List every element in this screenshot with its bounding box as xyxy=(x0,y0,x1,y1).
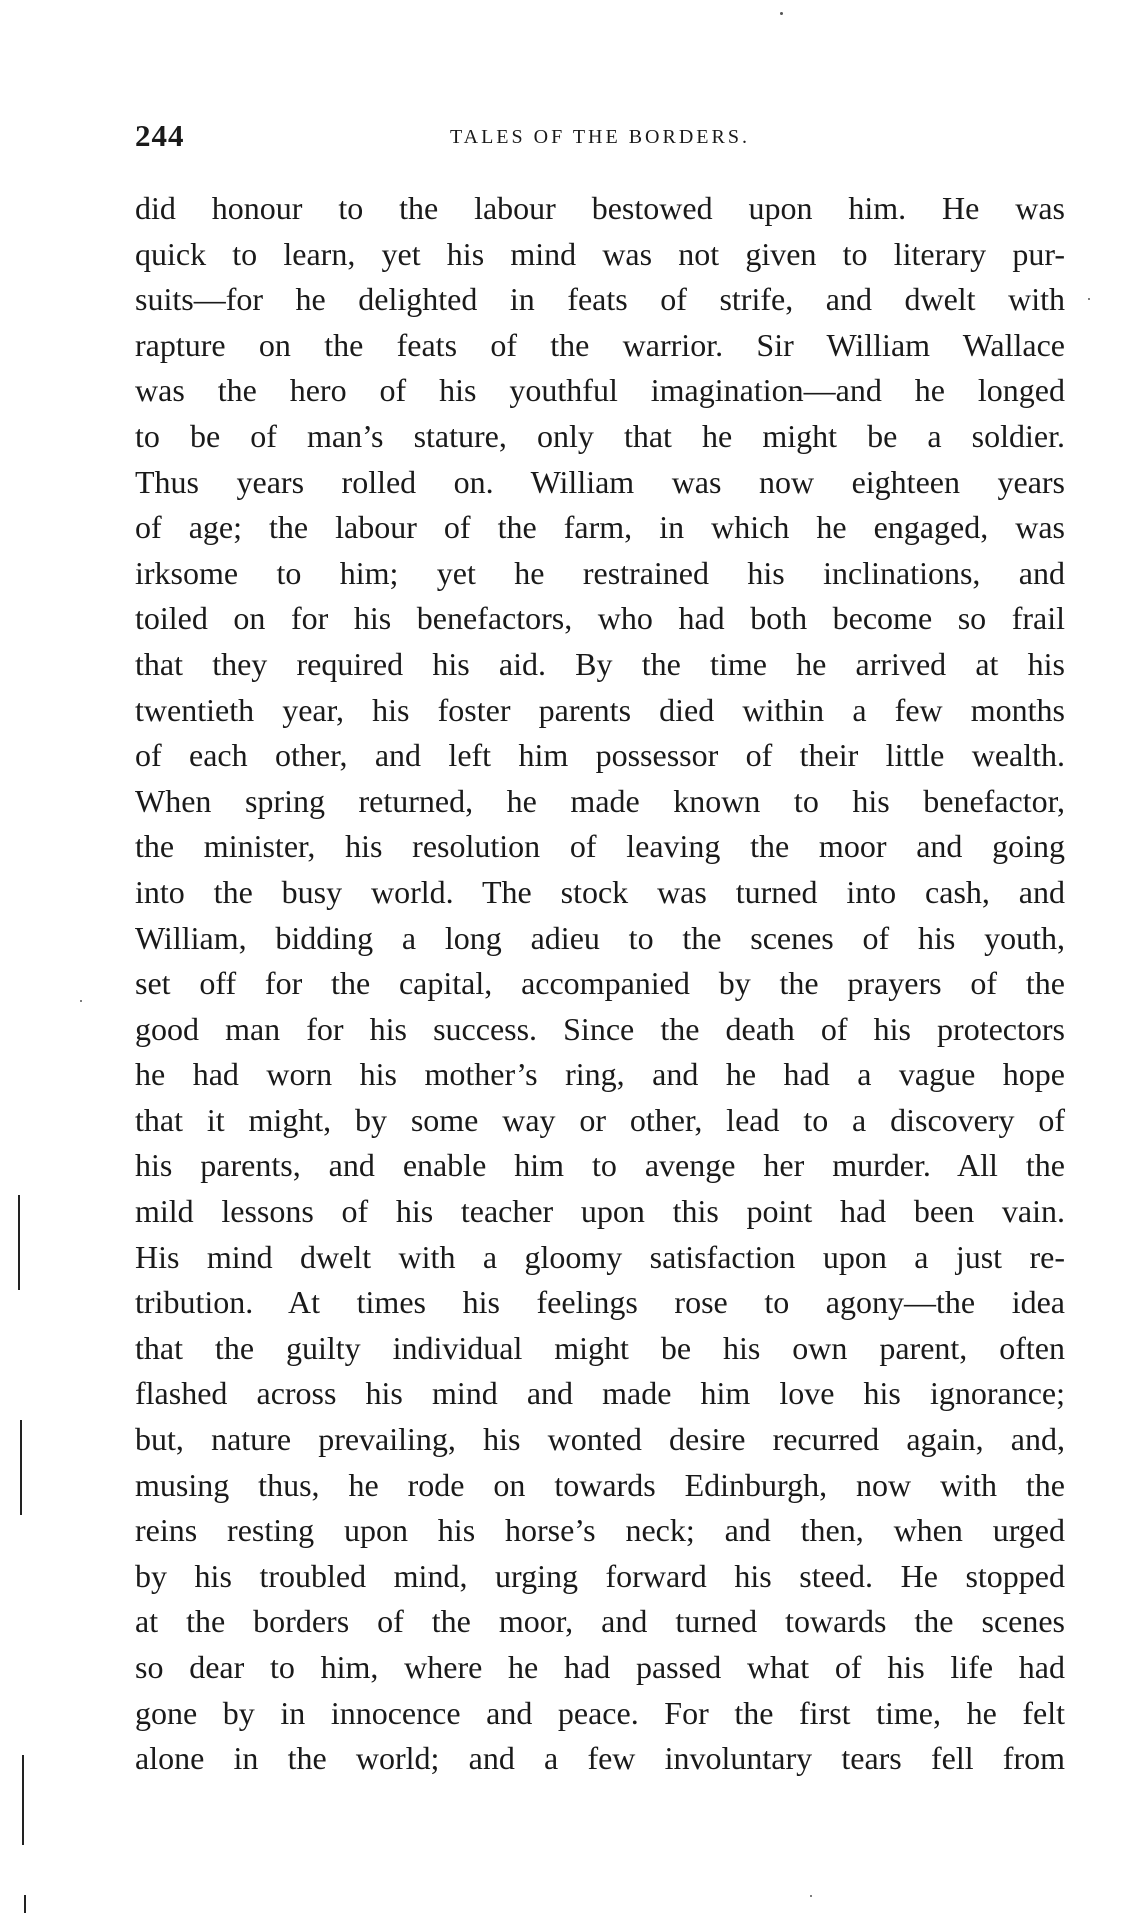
text-line: by his troubled mind, urging forward his steed. He stopped xyxy=(135,1557,1065,1594)
text-line: twentieth year, his foster parents died within a few months xyxy=(135,691,1065,728)
scan-gutter-mark xyxy=(24,1895,26,1913)
text-line: William, bidding a long adieu to the scenes of his youth, xyxy=(135,919,1065,956)
text-line: of each other, and left him possessor of their little wealth. xyxy=(135,737,1065,774)
text-line: irksome to him; yet he restrained his inclinations, and xyxy=(135,554,1065,591)
text-line: the minister, his resolution of leaving the moor and going xyxy=(135,828,1065,865)
text-line: reins resting upon his horse’s neck; and then, when urged xyxy=(135,1512,1065,1549)
text-line: Thus years rolled on. William was now eighteen years xyxy=(135,463,1065,500)
scan-speck xyxy=(810,1895,812,1897)
text-line: did honour to the labour bestowed upon him. He was xyxy=(135,190,1065,226)
text-line: that it might, by some way or other, lead to a discovery of xyxy=(135,1101,1065,1138)
text-line: musing thus, he rode on towards Edinburgh, now with the xyxy=(135,1466,1065,1503)
text-line: but, nature prevailing, his wonted desire recurred again, and, xyxy=(135,1421,1065,1458)
text-line: mild lessons of his teacher upon this point had been vain. xyxy=(135,1193,1065,1230)
text-line: his parents, and enable him to avenge her murder. All the xyxy=(135,1147,1065,1184)
text-line: alone in the world; and a few involuntary tears fell from xyxy=(135,1740,1065,1777)
scan-speck xyxy=(1088,298,1090,300)
text-line: rapture on the feats of the warrior. Sir William Wallace xyxy=(135,326,1065,363)
text-line: When spring returned, he made known to his benefactor, xyxy=(135,782,1065,819)
body-text xyxy=(135,186,1065,1782)
text-line: at the borders of the moor, and turned towards the scenes xyxy=(135,1603,1065,1640)
text-line: he had worn his mother’s ring, and he had a vague hope xyxy=(135,1056,1065,1093)
text-line: into the busy world. The stock was turned into cash, and xyxy=(135,873,1065,910)
text-line: that the guilty individual might be his own parent, often xyxy=(135,1329,1065,1366)
text-line: toiled on for his benefactors, who had both become so frail xyxy=(135,600,1065,637)
text-line: flashed across his mind and made him love his ignorance; xyxy=(135,1375,1065,1412)
text-line: to be of man’s stature, only that he might be a soldier. xyxy=(135,417,1065,454)
scan-gutter-mark xyxy=(18,1195,20,1290)
page-number: 244 xyxy=(135,118,185,153)
text-line: His mind dwelt with a gloomy satisfaction upon a just re- xyxy=(135,1238,1065,1275)
text-line: gone by in innocence and peace. For the first time, he felt xyxy=(135,1694,1065,1731)
text-line: good man for his success. Since the death of his protectors xyxy=(135,1010,1065,1047)
text-line: that they required his aid. By the time he arrived at his xyxy=(135,645,1065,682)
text-line: of age; the labour of the farm, in which he engaged, was xyxy=(135,509,1065,546)
page-header xyxy=(135,118,1065,158)
running-title: TALES OF THE BORDERS. xyxy=(450,126,750,148)
text-line: quick to learn, yet his mind was not given to literary pur- xyxy=(135,235,1065,272)
text-line: suits—for he delighted in feats of strife, and dwelt with xyxy=(135,281,1065,318)
text-line: was the hero of his youthful imagination—and he longed xyxy=(135,372,1065,409)
scan-gutter-mark xyxy=(20,1420,22,1515)
scan-speck xyxy=(80,1000,82,1002)
text-line: so dear to him, where he had passed what of his life had xyxy=(135,1649,1065,1685)
text-line: tribution. At times his feelings rose to agony—the idea xyxy=(135,1284,1065,1321)
scan-speck xyxy=(780,12,783,15)
text-line: set off for the capital, accompanied by the prayers of the xyxy=(135,965,1065,1002)
scan-gutter-mark xyxy=(22,1755,24,1845)
